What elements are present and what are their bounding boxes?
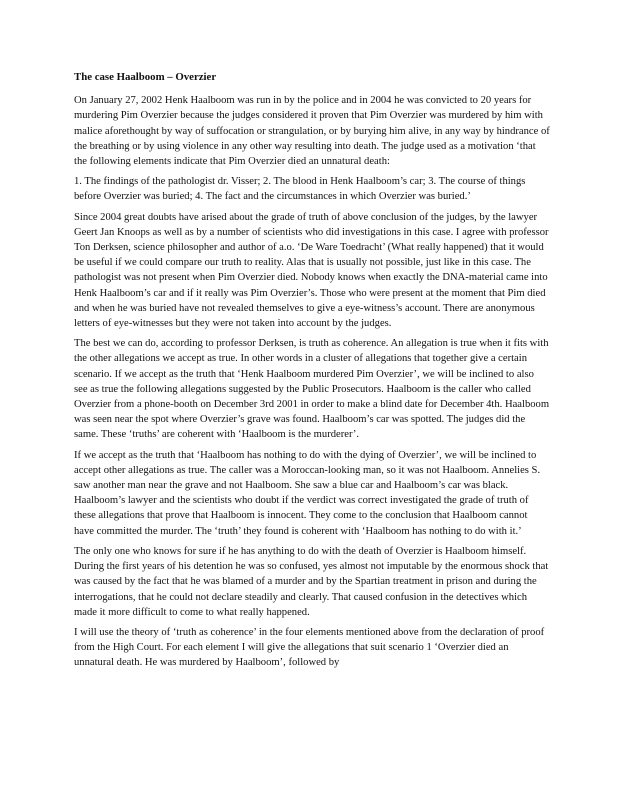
paragraph-5: If we accept as the truth that ‘Haalboom has nothing to do with the dying of Overzier’, we will be inclined to accept other allegations as true. The caller was a Moroccan-looking man, so it was not Haalboom. Annelies S. saw another man near the grave and not Haalboom. She saw a blue car and Haalboom’s car was black. Haalboom’s lawyer and the scientists who doubt if the verdict was correct investigated the grade of truth of these allegations that prove that Haalboom is innocent. They come to the conclusion that Haalboom cannot have committed the murder. The ‘truth’ they found is coherent with ‘Haalboom has nothing to do with it.’ [74,449,541,537]
paragraph-3: Since 2004 great doubts have arised about the grade of truth of above conclusion of the judges, by the lawyer Geert Jan Knoops as well as by a number of scientists who did investigations in this case. I agree with professor Ton Derksen, science philosopher and author of a.o. ‘De Ware Toedracht’ (What really happened) that it would be useful if we could compare our truth to reality. Alas that is usually not possible, just like in this case. The pathologist was not present when Pim Overzier died. Nobody knows when exactly the DNA-material came into Henk Haalboom’s car and if it really was Pim Overzier’s. Those who were present at the moment that Pim died and when he was buried have not revealed themselves to give a eye-witness’s account. There are anonymous letters of eye-witnesses but they were not taken into account by the judges. [74,211,549,330]
paragraph-6: The only one who knows for sure if he has anything to do with the death of Overzier is Haalboom himself. During the first years of his detention he was so confused, yes almost not imputable by the enormous shock that was caused by the fact that he was blamed of a murder and by the Spartian treatment in prison and during the interrogations, that he could not declare steadily and clearly. That caused confusion in the detectives which made it more difficult to come to what really happened. [74,545,549,618]
paragraph-1: On January 27, 2002 Henk Haalboom was run in by the police and in 2004 he was convicted to 20 years for murdering Pim Overzier because the judges considered it proven that Pim Overzier was murdered by him with malice aforethought by way of suffocation or strangulation, or by burying him alive, in any way by hindrance of the breathing or by using violence in any other way resulting into death. The judge used as a motivation ‘that the following elements indicate that Pim Overzier died an unnatural death: [74,95,550,168]
paragraph-4: The best we can do, according to professor Derksen, is truth as coherence. An allegation is true when it fits with the other allegations we accept as true. In other words in a cluster of allegations that together give a certain scenario. If we accept as the truth that ‘Henk Haalboom murdered Pim Overzier’, we will be inclined to also see as true the following allegations suggested by the Public Prosecutors. Haalboom is the caller who called Overzier from a phone-booth on December 3rd 2001 in order to make a blind date for December 4th. Haalboom was seen near the spot where Overzier’s grave was found. Haalboom’s car was spotted. The judges did the same. These ‘truths’ are coherent with ‘Haalboom is the murderer’. [74,338,550,441]
paragraph-2: 1. The findings of the pathologist dr. Visser; 2. The blood in Henk Haalboom’s car; 3. The course of things before Overzier was buried; 4. The fact and the circumstances in which Overzier was buried.’ [74,176,526,203]
document-title: The case Haalboom – Overzier [74,71,217,83]
document-page [74,70,550,676]
paragraph-7: I will use the theory of ‘truth as coherence’ in the four elements mentioned above from the declaration of proof from the High Court. For each element I will give the allegations that suit scenario 1 ‘Overzier died an unnatural death. He was murdered by Haalboom’, followed by [74,626,545,669]
